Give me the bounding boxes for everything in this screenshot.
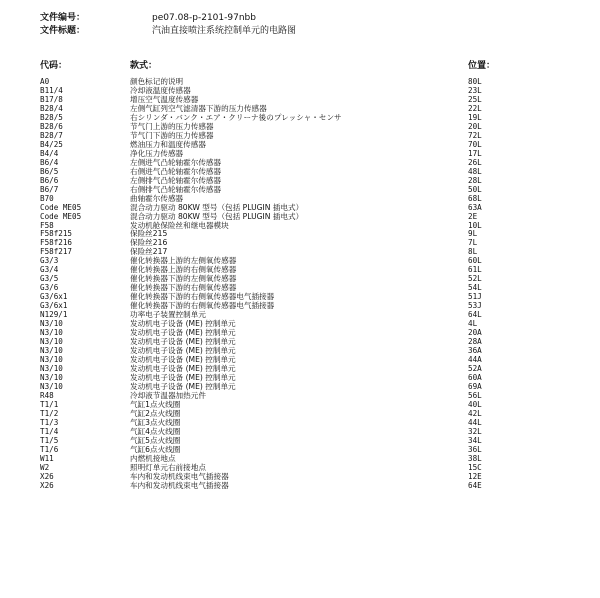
component-code: B4/25 [40, 139, 63, 149]
component-code: Code ME05 [40, 211, 82, 221]
component-description: 发动机舱保险丝和继电器模块 [130, 220, 229, 230]
component-description: 车内和发动机线束电气插接器 [130, 480, 229, 490]
component-list [0, 77, 600, 490]
component-position: 63A [468, 202, 482, 212]
component-position: 44A [468, 355, 482, 365]
component-code: N129/1 [40, 310, 68, 320]
component-position: 36L [468, 444, 482, 454]
component-description: 催化转换器下游的右侧氧传感器 [130, 283, 237, 293]
component-position: 70L [468, 139, 482, 149]
table-row [0, 373, 600, 382]
component-description: 气缸3点火线圈 [130, 417, 181, 427]
component-code: N3/10 [40, 337, 63, 347]
component-code: T1/3 [40, 417, 59, 427]
component-position: 68L [468, 193, 482, 203]
component-position: 7L [468, 238, 478, 248]
component-description: 催化转换器上游的右侧氧传感器 [130, 265, 237, 275]
table-row [0, 283, 600, 292]
component-code: B28/7 [40, 130, 63, 140]
component-position: 48L [468, 166, 482, 176]
component-position: 28L [468, 175, 482, 185]
component-position: 20A [468, 328, 482, 338]
table-row [0, 77, 600, 86]
component-position: 23L [468, 85, 482, 95]
component-description: 发动机电子设备 (ME) 控制单元 [130, 319, 236, 329]
component-description: 保险丝216 [130, 238, 168, 248]
component-description: 发动机电子设备 (ME) 控制单元 [130, 372, 236, 382]
component-description: 左侧气缸列空气滤清器下游的压力传感器 [130, 103, 267, 113]
component-description: 冷却液节温器加热元件 [130, 390, 206, 400]
doc-number-label: 文件编号： [40, 13, 86, 23]
table-row [0, 104, 600, 113]
component-position: 9L [468, 229, 478, 239]
table-row [0, 131, 600, 140]
component-position: 20L [468, 121, 482, 131]
component-code: X26 [40, 471, 54, 481]
table-row [0, 229, 600, 238]
component-code: T1/1 [40, 399, 59, 409]
table-row [0, 238, 600, 247]
component-description: 发动机电子设备 (ME) 控制单元 [130, 381, 236, 391]
component-position: 28A [468, 337, 482, 347]
component-code: B6/6 [40, 175, 59, 185]
table-row [0, 436, 600, 445]
table-row [0, 86, 600, 95]
component-code: X26 [40, 480, 54, 490]
doc-title-value: 汽油直接喷注系统控制单元的电路图 [152, 26, 297, 36]
component-code: B11/4 [40, 85, 63, 95]
component-description: 左侧进气凸轮轴霍尔传感器 [130, 157, 222, 167]
component-description: 右シリンダ・バンク・エア・クリーナ後のプレッシャ・センサ [130, 112, 342, 122]
table-row [0, 391, 600, 400]
component-position: 52L [468, 274, 482, 284]
component-description: 燃油压力和温度传感器 [130, 139, 206, 149]
table-row [0, 463, 600, 472]
component-code: R48 [40, 390, 54, 400]
component-code: B4/4 [40, 148, 59, 158]
table-row [0, 328, 600, 337]
component-position: 72L [468, 130, 482, 140]
component-description: 气缸6点火线圈 [130, 444, 181, 454]
component-position: 64E [468, 480, 482, 490]
component-position: 15C [468, 462, 482, 472]
table-row [0, 292, 600, 301]
component-description: 发动机电子设备 (ME) 控制单元 [130, 355, 236, 365]
component-position: 42L [468, 408, 482, 418]
component-code: N3/10 [40, 372, 63, 382]
table-row [0, 185, 600, 194]
component-code: W11 [40, 453, 54, 463]
component-code: N3/10 [40, 319, 63, 329]
component-code: F58f215 [40, 229, 73, 239]
table-row [0, 265, 600, 274]
component-position: 25L [468, 94, 482, 104]
table-row [0, 301, 600, 310]
table-row [0, 212, 600, 221]
code-column-header: 代码： [40, 61, 68, 71]
component-code: N3/10 [40, 381, 63, 391]
component-position: 32L [468, 426, 482, 436]
component-code: B70 [40, 193, 54, 203]
component-description: 节气门上游的压力传感器 [130, 121, 214, 131]
table-row [0, 95, 600, 104]
table-row [0, 140, 600, 149]
component-description: 右侧进气凸轮轴霍尔传感器 [130, 166, 222, 176]
component-description: 气缸2点火线圈 [130, 408, 181, 418]
component-position: 36A [468, 346, 482, 356]
component-position: 54L [468, 283, 482, 293]
component-code: B28/5 [40, 112, 63, 122]
component-position: 61L [468, 265, 482, 275]
component-code: G3/5 [40, 274, 59, 284]
table-row [0, 472, 600, 481]
component-description: 照明灯单元右前接地点 [130, 462, 206, 472]
component-description: 混合动力驱动 80KW 型号（包括 PLUGIN 插电式） [130, 202, 304, 212]
component-description: 保险丝215 [130, 229, 168, 239]
component-position: 34L [468, 435, 482, 445]
component-description: 发动机电子设备 (ME) 控制单元 [130, 364, 236, 373]
component-position: 52A [468, 364, 482, 373]
component-code: G3/6 [40, 283, 59, 293]
component-description: 催化转换器下游的右侧氧传感器电气插接器 [130, 292, 275, 302]
table-row [0, 167, 600, 176]
component-position: 69A [468, 381, 482, 391]
table-row [0, 194, 600, 203]
component-description: 气缸1点火线圈 [130, 399, 181, 409]
component-code: N3/10 [40, 328, 63, 338]
table-row [0, 158, 600, 167]
component-position: 4L [468, 319, 478, 329]
component-description: 曲轴霍尔传感器 [130, 193, 184, 203]
table-row [0, 256, 600, 265]
table-row [0, 427, 600, 436]
component-description: 气缸5点火线圈 [130, 435, 181, 445]
component-position: 60L [468, 256, 482, 266]
component-position: 10L [468, 220, 482, 230]
table-row [0, 176, 600, 185]
component-code: F58f217 [40, 247, 73, 257]
component-code: B6/5 [40, 166, 59, 176]
component-description: 节气门下游的压力传感器 [130, 130, 214, 140]
component-position: 50L [468, 184, 482, 194]
table-row [0, 122, 600, 131]
table-row [0, 400, 600, 409]
component-description: 增压空气温度传感器 [130, 94, 199, 104]
component-code: N3/10 [40, 346, 63, 356]
component-position: 56L [468, 390, 482, 400]
component-code: A0 [40, 77, 50, 86]
component-position: 12E [468, 471, 482, 481]
table-row [0, 346, 600, 355]
component-description: 催化转换器上游的左侧氧传感器 [130, 256, 237, 266]
component-description: 混合动力驱动 80KW 型号（包括 PLUGIN 插电式） [130, 211, 304, 221]
component-code: F58 [40, 220, 54, 230]
table-row [0, 337, 600, 346]
component-code: T1/4 [40, 426, 59, 436]
component-code: B6/4 [40, 157, 59, 167]
table-row [0, 149, 600, 158]
component-code: N3/10 [40, 355, 63, 365]
component-code: G3/4 [40, 265, 59, 275]
component-description: 车内和发动机线束电气插接器 [130, 471, 229, 481]
table-row [0, 382, 600, 391]
component-position: 80L [468, 77, 482, 86]
component-code: Code ME05 [40, 202, 82, 212]
table-row [0, 364, 600, 373]
component-position: 26L [468, 157, 482, 167]
component-code: G3/6x1 [40, 292, 68, 302]
component-position: 60A [468, 372, 482, 382]
component-code: B28/6 [40, 121, 63, 131]
component-description: 发动机电子设备 (ME) 控制单元 [130, 346, 236, 356]
component-position: 51J [468, 292, 482, 302]
component-position: 22L [468, 103, 482, 113]
component-code: B6/7 [40, 184, 59, 194]
component-description: 冷却液温度传感器 [130, 85, 191, 95]
component-code: T1/5 [40, 435, 59, 445]
component-description: 发动机电子设备 (ME) 控制单元 [130, 328, 236, 338]
table-row [0, 445, 600, 454]
table-row [0, 319, 600, 328]
component-description: 发动机电子设备 (ME) 控制单元 [130, 337, 236, 347]
component-position: 19L [468, 112, 482, 122]
component-code: F58f216 [40, 238, 73, 248]
component-code: T1/6 [40, 444, 59, 454]
table-row [0, 274, 600, 283]
table-row [0, 221, 600, 230]
doc-title-label: 文件标题： [40, 26, 86, 36]
table-row [0, 418, 600, 427]
component-position: 38L [468, 453, 482, 463]
component-description: 功率电子装置控制单元 [130, 310, 206, 320]
table-row [0, 409, 600, 418]
component-code: N3/10 [40, 364, 63, 373]
component-position: 53J [468, 301, 482, 311]
doc-number-value: pe07.08-p-2101-97nbb [152, 13, 256, 23]
component-description: 催化转换器下游的右侧氧传感器电气插接器 [130, 301, 275, 311]
component-description: 气缸4点火线圈 [130, 426, 181, 436]
component-description: 净化压力传感器 [130, 148, 184, 158]
component-description: 左侧排气凸轮轴霍尔传感器 [130, 175, 222, 185]
desc-column-header: 款式： [130, 61, 158, 71]
table-row [0, 481, 600, 490]
table-row [0, 454, 600, 463]
table-row [0, 113, 600, 122]
component-position: 64L [468, 310, 482, 320]
component-code: B28/4 [40, 103, 63, 113]
table-row [0, 355, 600, 364]
component-position: 40L [468, 399, 482, 409]
component-description: 内燃机接地点 [130, 453, 176, 463]
component-position: 2E [468, 211, 478, 221]
table-row [0, 203, 600, 212]
component-position: 17L [468, 148, 482, 158]
component-position: 8L [468, 247, 478, 257]
component-code: B17/8 [40, 94, 63, 104]
component-description: 右侧排气凸轮轴霍尔传感器 [130, 184, 222, 194]
table-row [0, 310, 600, 319]
component-position: 44L [468, 417, 482, 427]
component-description: 保险丝217 [130, 247, 168, 257]
component-code: G3/6x1 [40, 301, 68, 311]
table-row [0, 247, 600, 256]
position-column-header: 位置： [468, 61, 496, 71]
component-description: 颜色标记的说明 [130, 77, 184, 86]
component-code: T1/2 [40, 408, 59, 418]
component-code: G3/3 [40, 256, 59, 266]
component-description: 催化转换器下游的左侧氧传感器 [130, 274, 237, 284]
component-code: W2 [40, 462, 50, 472]
